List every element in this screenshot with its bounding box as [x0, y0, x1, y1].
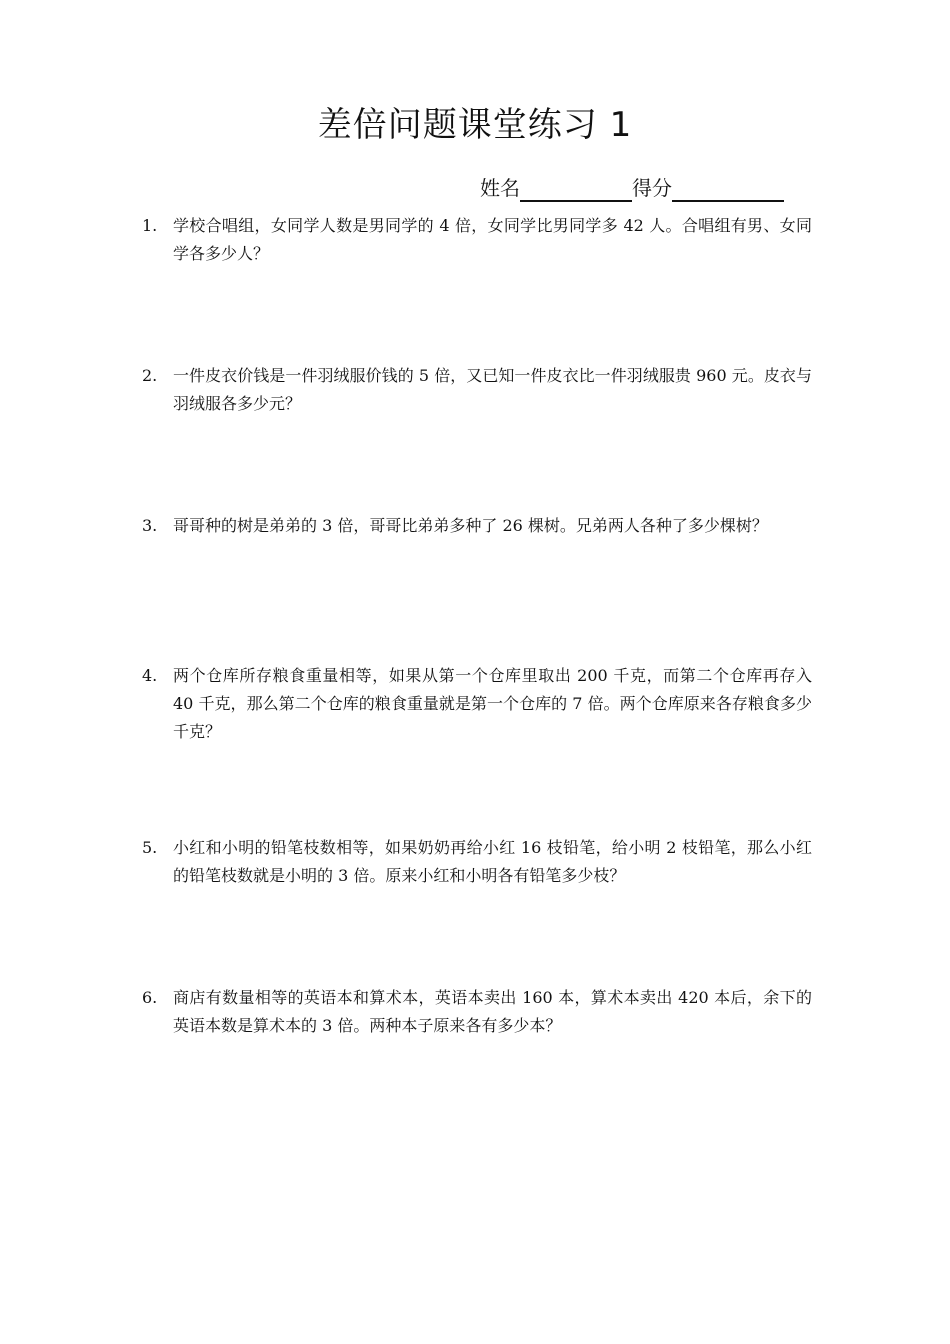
question-number: 1. [142, 216, 158, 235]
question-number: 6. [142, 988, 158, 1007]
question-5 [142, 834, 812, 890]
student-info [480, 170, 784, 202]
question-text: 小红和小明的铅笔枝数相等，如果奶奶再给小红 16 枝铅笔，给小明 2 枝铅笔，那么小红的铅笔枝数就是小明的 3 倍。原来小红和小明各有铅笔多少枝？ [173, 838, 812, 885]
question-1 [142, 212, 812, 268]
question-text: 两个仓库所存粮食重量相等，如果从第一个仓库里取出 200 千克，而第二个仓库再存入 40 千克，那么第二个仓库的粮食重量就是第一个仓库的 7 倍。两个仓库原来各存粮食多少千克？ [173, 666, 812, 741]
name-label: 姓名 [480, 176, 520, 200]
question-number: 3. [142, 516, 158, 535]
question-number: 4. [142, 666, 158, 685]
question-text: 哥哥种的树是弟弟的 3 倍，哥哥比弟弟多种了 26 棵树。兄弟两人各种了多少棵树？ [173, 516, 768, 535]
question-number: 5. [142, 838, 158, 857]
name-blank-line[interactable] [520, 172, 632, 202]
score-label: 得分 [632, 176, 672, 200]
question-text: 学校合唱组，女同学人数是男同学的 4 倍，女同学比男同学多 42 人。合唱组有男、女同学各多少人？ [173, 216, 812, 263]
question-text: 一件皮衣价钱是一件羽绒服价钱的 5 倍，又已知一件皮衣比一件羽绒服贵 960 元。皮衣与羽绒服各多少元？ [173, 366, 812, 413]
worksheet-title: 差倍问题课堂练习 1 [317, 105, 633, 145]
question-4 [142, 662, 812, 746]
question-3 [142, 512, 812, 540]
question-2 [142, 362, 812, 418]
question-number: 2. [142, 366, 158, 385]
question-6 [142, 984, 812, 1040]
score-blank-line[interactable] [672, 172, 784, 202]
question-text: 商店有数量相等的英语本和算术本，英语本卖出 160 本，算术本卖出 420 本后，余下的英语本数是算术本的 3 倍。两种本子原来各有多少本？ [173, 988, 812, 1035]
